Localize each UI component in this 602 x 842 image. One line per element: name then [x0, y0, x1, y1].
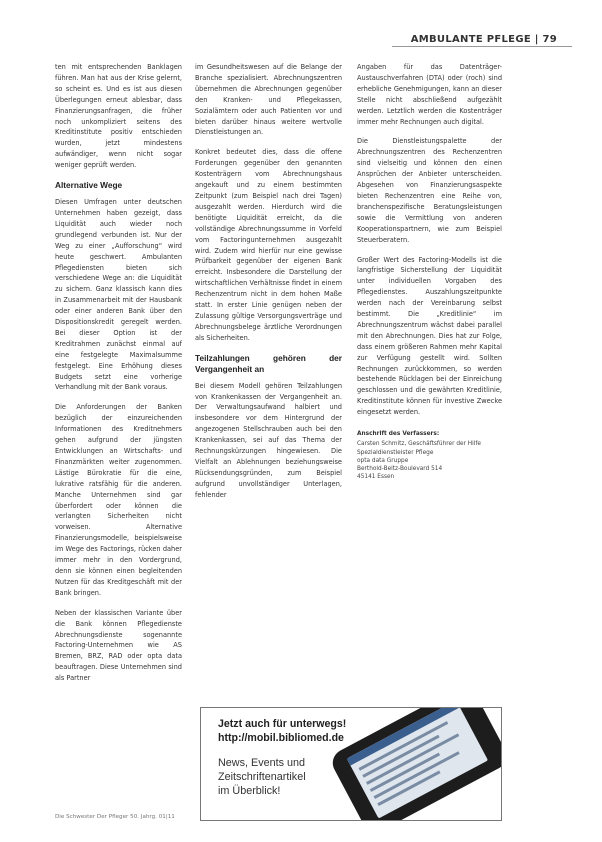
paragraph: im Gesundheitswesen auf die Belange der Branche spezialisiert. Abrechnungszentren übernehmen die Abrechnungen gegenüber den Kranken- und Pflegekassen, Sozialämtern oder auch Patienten vor und bieten darüber hinaus weitere wertvolle Dienstleistungen an. — [195, 63, 342, 137]
header-rule — [392, 46, 572, 47]
paragraph: Bei diesem Modell gehören Teilzahlungen von Krankenkassen der Vergangenheit an. Der Verwaltungsaufwand halbiert und insbesondere vor dem Hintergrund der angezogenen Stellschrauben auch bei den Krankenkassen, sei auf das Thema der Rechnungskürzungen hingewiesen. Die Vielfalt an Ablehnungen beziehungsweise Rücksendungsgründen, zum Beispiel aufgrund unvollständiger Unterlagen, fehlender — [195, 381, 342, 499]
author-line: 45141 Essen — [357, 474, 395, 481]
ad-headline: Jetzt auch für unterwegs! — [218, 718, 347, 730]
author-heading: Anschrift des Verfassers: — [357, 431, 440, 438]
column-3 — [357, 62, 502, 481]
paragraph: Die Anforderungen der Banken bezüglich der einzureichenden Informationen des Kreditnehmers gehen aufgrund der jüngsten Entwicklungen an Wirtschafts- und Finanzmärkten weiter zugenommen. Lästige Bürokratie für die eine, lukrative ratsfähig für die anderen. Manche Unternehmen sind gar überfordert oder können die verlangten Sicherheiten nicht vorweisen. Alternative Finanzierungsmodelle, beispielsweise im Wege des Factorings, rücken daher immer mehr in den Vordergrund, denn sie können einen begleitenden Nutzen für das Kreditgeschäft mit der Bank bringen. — [55, 403, 182, 597]
phone-screen-header — [347, 707, 460, 766]
paragraph: Diesen Umfragen unter deutschen Unternehmen haben gezeigt, dass Liquidität auch wieder noch grundlegend verbunden ist. Nur der Weg zu einer „Aufforschung“ wird heute geschwert. Ambulanten Pflegediensten bieten sich verschiedene Wege an: die Liquidität zu sichern. Ganz klassisch kann dies in Zusammenarbeit mit der Hausbank oder einer anderen Bank über den Dispositionskredit geregelt werden. Bei dieser Option ist der Kreditrahmen zunächst einmal auf eine festgelegte Maximalsumme festgelegt. Eine Erhöhung dieses Budgets setzt eine vorherige Verhandlung mit der Bank voraus. — [55, 198, 182, 392]
column-2 — [195, 62, 342, 510]
author-address — [357, 430, 502, 481]
paragraph: Die Dienstleistungspalette der Abrechnungszentren des Rechenzentren sind vielseitig und können den einen Ansprüchen der Anbieter unterscheiden. Abgesehen von Finanzierungsaspekte bieten Rechenzentren eine Reihe von, branchenspezifische Beratungsleistungen sowie die Vermittlung von anderen Kooperationspartnern, wie zum Beispiel Steuerberatern. — [357, 137, 502, 244]
ad-body-line: Zeitschriftenartikel — [218, 771, 306, 783]
author-line: opta data Gruppe — [357, 457, 409, 464]
mobile-advertisement[interactable] — [200, 707, 502, 821]
subheading-teilzahlungen: Teilzahlungen gehören der Vergangenheit an — [195, 352, 342, 374]
author-line: Berthold-Beitz-Boulevard 514 — [357, 465, 443, 472]
author-line: Carsten Schmitz, Geschäftsführer der Hilfe — [357, 441, 481, 448]
section-title: AMBULANTE PFLEGE | 79 — [410, 33, 557, 45]
subheading-alternative-wege: Alternative Wege — [55, 180, 123, 191]
phone-shell — [328, 707, 502, 821]
ad-body-line: News, Events und — [218, 757, 306, 769]
phone-screen — [347, 707, 488, 819]
ad-body-line: im Überblick! — [218, 785, 281, 797]
ad-url[interactable]: http://mobil.bibliomed.de — [218, 732, 344, 744]
smartphone-image — [328, 707, 502, 821]
column-1 — [55, 62, 182, 693]
ad-body — [218, 756, 306, 798]
paragraph: Neben der klassischen Variante über die Bank können Pflegedienste Abrechnungsdienste sogenannte Factoring-Unternehmen wie AS Bremen, BRZ, RAD oder opta data beauftragen. Diese Unternehmen sind als Partner — [55, 608, 182, 683]
author-line: Spezialdienstleister Pflege — [357, 449, 434, 456]
paragraph: Großer Wert des Factoring-Modells ist die langfristige Sicherstellung der Liquidität unter individuellen Vorgaben des Pflegedienstes. Auszahlungszeitpunkte werden nach der Vereinbarung selbst bestimmt. Die „Kreditlinie“ im Abrechnungszentrum wächst dabei parallel mit den Abrechnungen. Dies hat zur Folge, dass einem größeren Rahmen mehr Kapital zur Verfügung gestellt wird. Sollten Rechnungen zurückkommen, so werden bestehende Rücklagen bei der Einreichung geschlossen und die gewährten Kreditlinie, Kreditinstitute können für investive Zwecke eingesetzt werden. — [357, 255, 502, 417]
paragraph: Angaben für das Datenträger-Austauschverfahren (DTA) oder (roch) sind erhebliche Genehmigungen, kann an dieser Stelle nicht abschließend aufgezählt werden. Letztlich werden die Kostenträger immer mehr Rechnungen auch digital. — [357, 63, 502, 126]
page-footer: Die Schwester Der Pfleger 50. Jahrg. 01|11 — [55, 814, 175, 820]
paragraph: Konkret bedeutet dies, dass die offene Forderungen gegenüber den genannten Kostenträgern vom Abrechnungshaus angekauft und zu einem bestimmten Zeitpunkt (zum Beispiel nach drei Tagen) ausgezahlt werden. Hierdurch wird die benötigte Liquidität erreicht, da die vollständige Abrechnungssumme in Vorfeld vom Factoringunternehmen ausgezahlt wird. Zudem wird hierfür nur eine gewisse Prüfbarkeit gegenüber der eigenen Bank erreicht. Insbesondere die Darstellung der wirtschaftlichen Verhältnisse findet in einem Rechenzentrum nicht in dem hohen Maße statt. In erster Linie genügen neben der Zulassung gültige Versorgungsverträge und Abrechnungsbelege ärztliche Verordnungen als Sicherheiten. — [195, 148, 342, 342]
paragraph: ten mit entsprechenden Banklagen führen. Man hat aus der Krise gelernt, so scheint es. Und es ist aus diesen Überlegungen erneut ablesbar, dass Finanzierungsanfragen, die früher noch unkompliziert seitens des Kreditinstitute positiv entschieden wurden, jetzt mindestens aufwändiger, wenn nicht sogar weniger geprüft werden. — [55, 63, 182, 170]
